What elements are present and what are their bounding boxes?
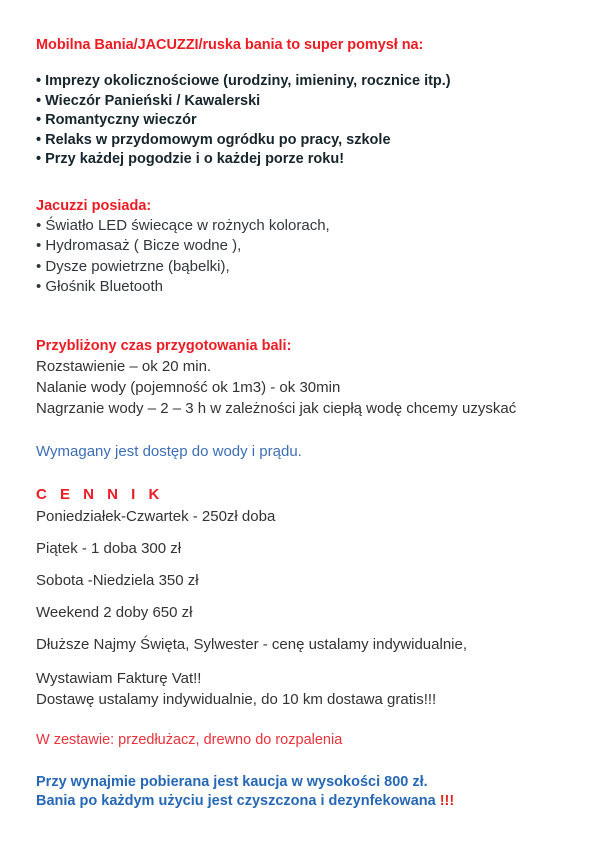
spacer [36,559,586,570]
spacer [36,298,586,336]
price-row: Dłuższe Najmy Święta, Sylwester - cenę ustalamy indywidualnie, [36,635,468,653]
invoice-note: Wystawiam Fakturę Vat!! [36,669,202,687]
uses-list [36,72,586,170]
list-item: • Relaks w przydomowym ogródku po pracy, szkole [36,131,391,148]
price-row: Poniedziałek-Czwartek - 250zł doba [36,507,276,525]
spacer [36,462,586,484]
preparation-line: Nagrzanie wody – 2 – 3 h w zależności jak ciepłą wodę chcemy uzyskać [36,399,517,417]
list-item: • Przy każdej pogodzie i o każdej porze roku! [36,151,345,167]
preparation-list [36,356,586,419]
list-item: • Światło LED świecące w rożnych kolorach, [36,216,330,234]
list-item: • Dysze powietrzne (bąbelki), [36,257,230,275]
page-title: Mobilna Bania/JACUZZI/ruska bania to super pomysł na: [36,37,424,53]
spacer [36,623,586,634]
preparation-line: Rozstawienie – ok 20 min. [36,357,212,375]
price-list-heading: C E N N I K [36,485,164,503]
cleaning-note-text: Bania po każdym użyciu jest czyszczona i dezynfekowana [36,793,440,809]
preparation-heading: Przybliżony czas przygotowania bali: [36,337,292,354]
spacer [36,751,586,773]
price-row: Weekend 2 doby 650 zł [36,603,193,621]
price-row: Piątek - 1 doba 300 zł [36,539,182,557]
spacer [36,710,586,730]
features-list [36,216,586,298]
requirement-note: Wymagany jest dostęp do wody i prądu. [36,442,302,460]
price-list [36,506,586,655]
spacer [36,54,586,72]
list-item: • Wieczór Panieński / Kawalerski [36,92,261,109]
delivery-note: Dostawę ustalamy indywidualnie, do 10 km dostawa gratis!!! [36,690,437,708]
spacer [36,419,586,441]
features-heading: Jacuzzi posiada: [36,197,152,214]
list-item: • Hydromasaż ( Bicze wodne ), [36,237,242,254]
spacer [36,655,586,668]
price-row: Sobota -Niedziela 350 zł [36,571,199,589]
preparation-line: Nalanie wody (pojemność ok 1m3) - ok 30min [36,378,341,396]
included-items-note: W zestawie: przedłużacz, drewno do rozpalenia [36,731,343,748]
list-item: • Romantyczny wieczór [36,112,197,128]
spacer [36,170,586,196]
list-item: • Imprezy okolicznościowe (urodziny, imieniny, rocznice itp.) [36,73,451,89]
spacer [36,527,586,538]
spacer [36,591,586,602]
cleaning-note-exclamation: !!! [439,793,455,809]
cleaning-note [36,792,586,812]
list-item: • Głośnik Bluetooth [36,278,163,295]
deposit-note: Przy wynajmie pobierana jest kaucja w wysokości 800 zł. [36,773,428,790]
